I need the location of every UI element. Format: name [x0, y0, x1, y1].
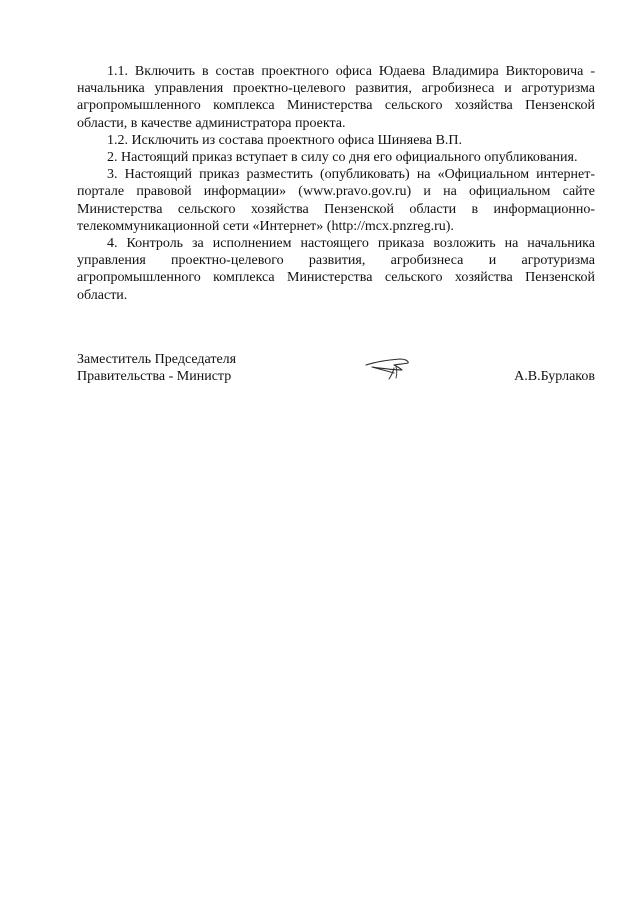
document-body [77, 63, 595, 304]
paragraph-3: 3. Настоящий приказ разместить (опубликовать) на «Официальном интернет-портале правовой информации» (www.pravo.gov.ru) и на официальном сайте Министерства сельского хозяйства Пензенской области в информационно-телекоммуникационной сети «Интернет» (http://mcx.pnzreg.ru). [77, 167, 595, 234]
signer-name: А.В.Бурлаков [514, 369, 595, 384]
signature-block [77, 351, 595, 391]
paragraph-4: 4. Контроль за исполнением настоящего приказа возложить на начальника управления проектно-целевого развития, агробизнеса и агротуризма агропромышленного комплекса Министерства сельского хозяйства Пензенской области. [77, 236, 595, 303]
signer-position-line-2: Правительства - Министр [77, 369, 232, 384]
handwritten-signature-icon [363, 356, 413, 382]
paragraph-1-1: 1.1. Включить в состав проектного офиса Юдаева Владимира Викторовича - начальника управления проектно-целевого развития, агробизнеса и агротуризма агропромышленного комплекса Министерства сельского хозяйства Пензенской области, в качестве администратора проекта. [77, 64, 595, 131]
signer-position-line-1: Заместитель Председателя [77, 352, 237, 367]
paragraph-2: 2. Настоящий приказ вступает в силу со дня его официального опубликования. [107, 150, 578, 166]
paragraph-1-2: 1.2. Исключить из состава проектного офиса Шиняева В.П. [107, 132, 463, 148]
